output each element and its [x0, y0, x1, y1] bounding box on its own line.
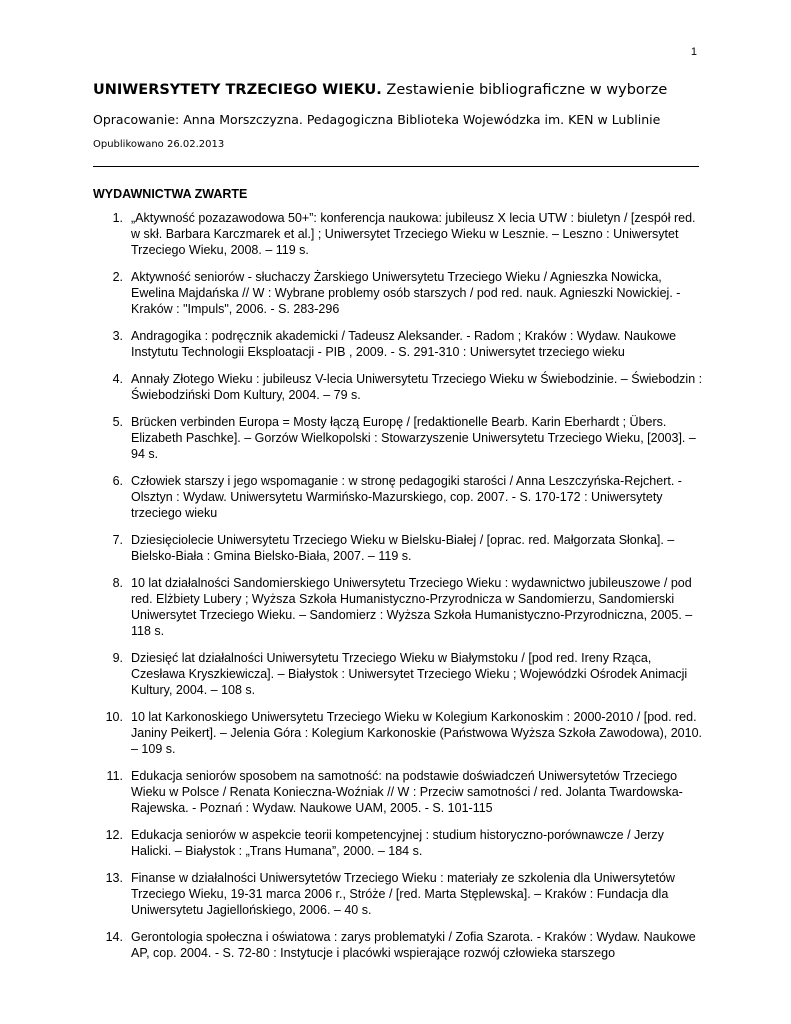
item-number: 13. [105, 871, 123, 885]
document-subtitle: Opracowanie: Anna Morszczyzna. Pedagogiczna Biblioteka Wojewódzka im. KEN w Lublinie [93, 112, 661, 127]
list-item [93, 929, 703, 961]
item-text: Finanse w działalności Uniwersytetów Trzeciego Wieku : materiały ze szkolenia dla Uniwersytetów Trzeciego Wieku, 19-31 marca 2006 r., Stróże / [red. Marta Stęplewska]. – Kraków : Fundacja dla Uniwersytetu Jagiellońskiego, 2006. – 40 s. [131, 871, 675, 917]
bibliography-list [93, 210, 703, 972]
item-number: 1. [112, 211, 123, 225]
item-text: Edukacja seniorów sposobem na samotność: na podstawie doświadczeń Uniwersytetów Trzeciego Wieku w Polsce / Renata Konieczna-Woźniak // W : Przeciw samotności / red. Jolanta Twardowska-Rajewska. - Poznań : Wydaw. Naukowe UAM, 2005. - S. 101-115 [131, 769, 683, 815]
document-title [93, 82, 667, 98]
list-item [93, 709, 703, 757]
item-number: 14. [105, 930, 123, 944]
list-item [93, 768, 703, 816]
item-text: Brücken verbinden Europa = Mosty łączą Europę / [redaktionelle Bearb. Karin Eberhardt ; Übers. Elizabeth Paschke]. – Gorzów Wielkopolski : Stowarzyszenie Uniwersytetu Trzeciego Wieku, [2003]. – 94 s. [131, 415, 696, 461]
list-item [93, 473, 703, 521]
list-item [93, 532, 703, 564]
document-title-bold: UNIWERSYTETY TRZECIEGO WIEKU. [93, 82, 382, 98]
item-text: Andragogika : podręcznik akademicki / Tadeusz Aleksander. - Radom ; Kraków : Wydaw. Naukowe Instytutu Technologii Eksploatacji - PIB , 2009. - S. 291-310 : Uniwersytet trzeciego wieku [131, 329, 677, 359]
item-number: 10. [105, 710, 123, 724]
item-text: „Aktywność pozazawodowa 50+”: konferencja naukowa: jubileusz X lecia UTW : biuletyn / [zespół red. w skł. Barbara Karczmarek et al.] ; Uniwersytet Trzeciego Wieku w Lesznie. – Leszno : Uniwersytet Trzeciego Wieku, 2008. – 119 s. [131, 211, 696, 257]
list-item [93, 210, 703, 258]
item-number: 5. [112, 415, 123, 429]
item-text: 10 lat Karkonoskiego Uniwersytetu Trzeciego Wieku w Kolegium Karkonoskim : 2000-2010 / [pod. red. Janiny Peikert]. – Jelenia Góra : Kolegium Karkonoskie (Państwowa Wyższa Szkoła Zawodowa), 2010. – 109 s. [131, 710, 702, 756]
item-number: 12. [105, 828, 123, 842]
item-text: Edukacja seniorów w aspekcie teorii kompetencyjnej : studium historyczno-porównawcze / Jerzy Halicki. – Białystok : „Trans Humana”, 2000. – 184 s. [131, 828, 664, 858]
item-number: 4. [112, 372, 123, 386]
item-number: 8. [112, 576, 123, 590]
list-item [93, 650, 703, 698]
document-title-rest: Zestawienie bibliograficzne w wyborze [386, 82, 668, 98]
publication-date: Opublikowano 26.02.2013 [93, 139, 225, 150]
item-text: Człowiek starszy i jego wspomaganie : w stronę pedagogiki starości / Anna Leszczyńska-Rejchert. - Olsztyn : Wydaw. Uniwersytetu Warmińsko-Mazurskiego, cop. 2007. - S. 170-172 : Uniwersytety trzeciego wieku [131, 474, 682, 520]
page-number: 1 [690, 46, 697, 58]
list-item [93, 575, 703, 639]
item-text: 10 lat działalności Sandomierskiego Uniwersytetu Trzeciego Wieku : wydawnictwo jubileuszowe / pod red. Elżbiety Lubery ; Wyższa Szkoła Humanistyczno-Przyrodnicza w Sandomierzu, Sandomierski Uniwersytet Trzeciego Wieku. – Sandomierz : Wyższa Szkoła Humanistyczno-Przyrodniczna, 2005. – 118 s. [131, 576, 693, 638]
list-item [93, 827, 703, 859]
section-heading: WYDAWNICTWA ZWARTE [93, 187, 248, 201]
item-number: 7. [112, 533, 123, 547]
item-number: 9. [112, 651, 123, 665]
header-divider [93, 166, 699, 167]
item-number: 2. [112, 270, 123, 284]
item-text: Annały Złotego Wieku : jubileusz V-lecia Uniwersytetu Trzeciego Wieku w Świebodzinie. – Świebodzin : Świebodziński Dom Kultury, 2004. – 79 s. [131, 372, 703, 402]
item-text: Dziesięciolecie Uniwersytetu Trzeciego Wieku w Bielsku-Białej / [oprac. red. Małgorzata Słonka]. – Bielsko-Biała : Gmina Bielsko-Biała, 2007. – 119 s. [131, 533, 675, 563]
item-number: 6. [112, 474, 123, 488]
item-number: 11. [106, 769, 123, 783]
list-item [93, 328, 703, 360]
list-item [93, 371, 703, 403]
item-text: Gerontologia społeczna i oświatowa : zarys problematyki / Zofia Szarota. - Kraków : Wydaw. Naukowe AP, cop. 2004. - S. 72-80 : Instytucje i placówki wspierające rozwój człowieka starszego [131, 930, 696, 960]
list-item [93, 269, 703, 317]
item-number: 3. [112, 329, 123, 343]
list-item [93, 414, 703, 462]
item-text: Aktywność seniorów - słuchaczy Żarskiego Uniwersytetu Trzeciego Wieku / Agnieszka Nowicka, Ewelina Majdańska // W : Wybrane problemy osób starszych / pod red. nauk. Agnieszki Nowickiej. - Kraków : "Impuls", 2006. - S. 283-296 [131, 270, 681, 316]
list-item [93, 870, 703, 918]
item-text: Dziesięć lat działalności Uniwersytetu Trzeciego Wieku w Białymstoku / [pod red. Ireny Rząca, Czesława Kryszkiewicza]. – Białystok : Uniwersytet Trzeciego Wieku ; Wojewódzki Ośrodek Animacji Kultury, 2004. – 108 s. [131, 651, 688, 697]
